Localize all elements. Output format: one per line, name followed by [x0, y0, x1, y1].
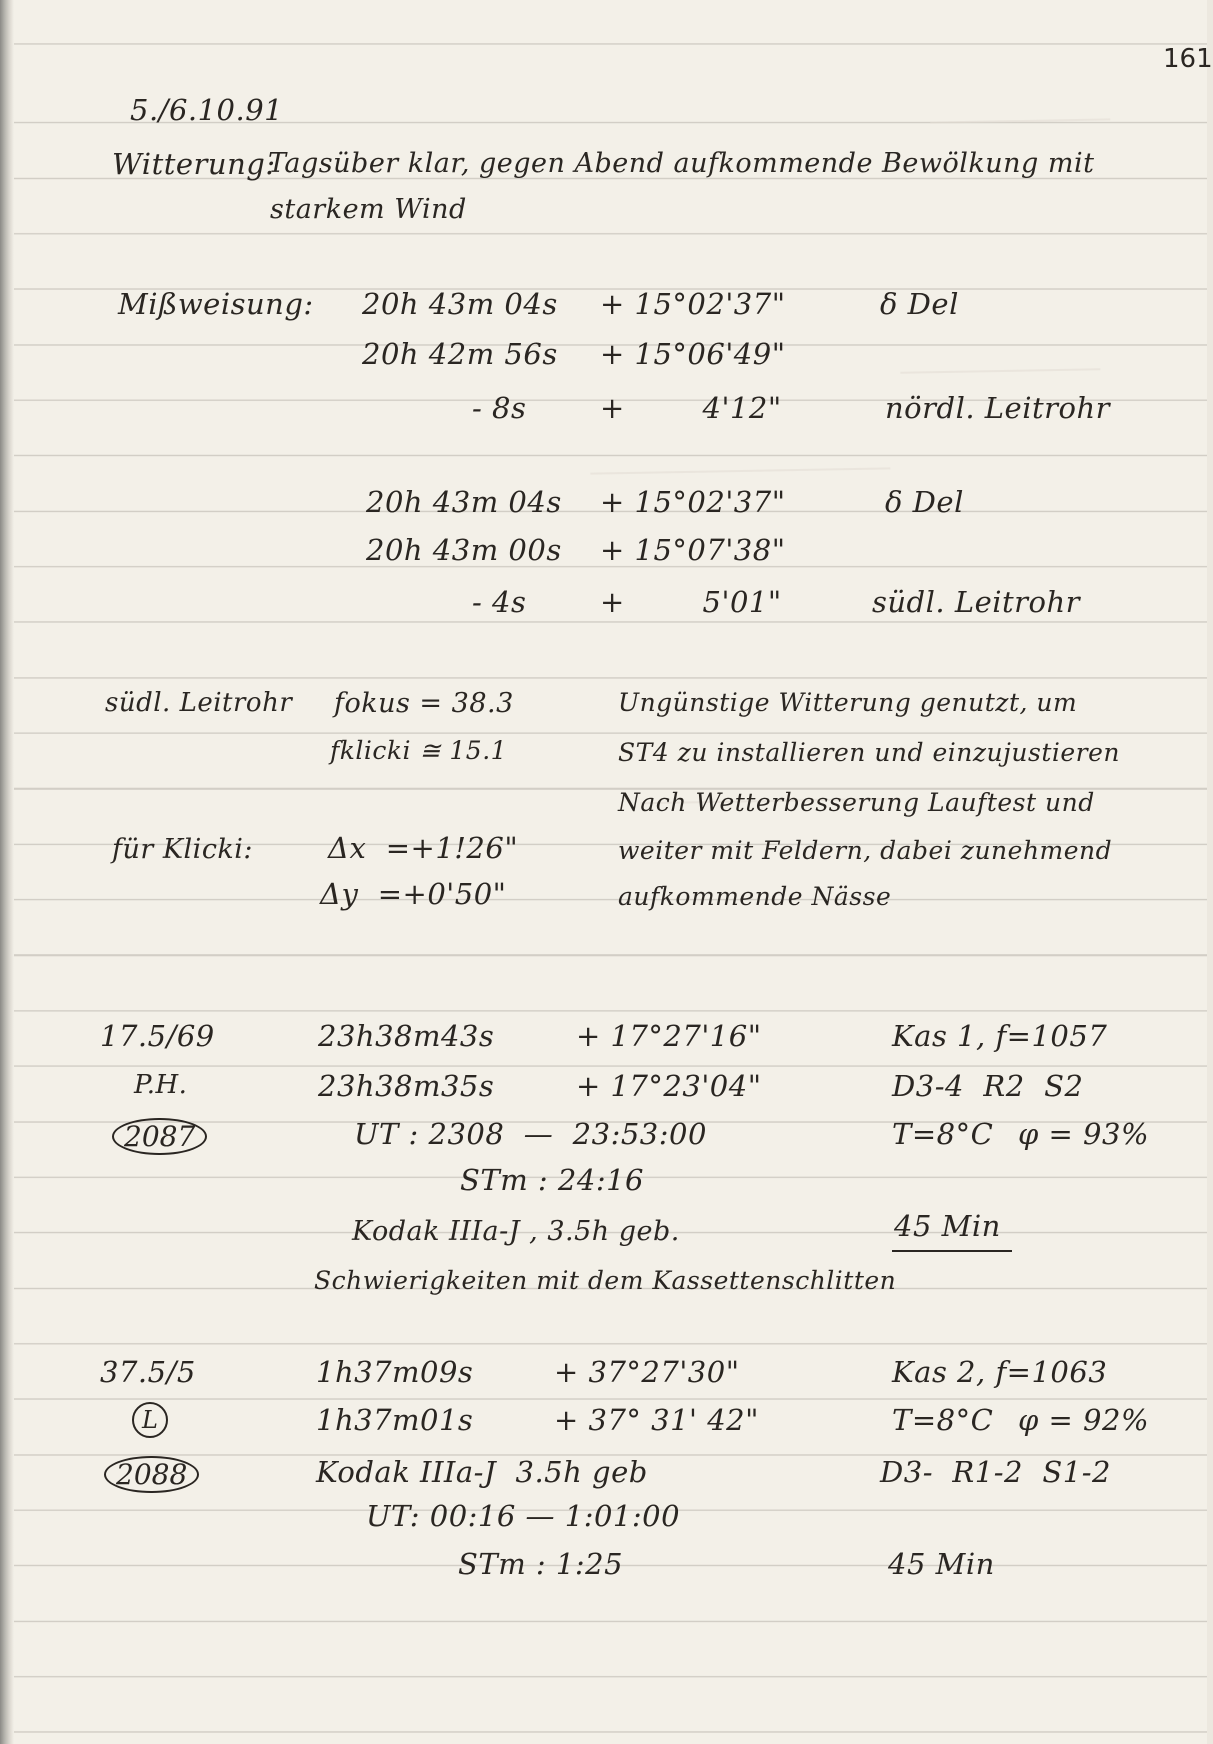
remark-line3: Nach Wetterbesserung Lauftest und — [618, 788, 1095, 817]
bleed-through-mark — [900, 328, 1101, 373]
remark-line1: Ungünstige Witterung genutzt, um — [618, 688, 1078, 717]
obs1-dec1: + 17°27'16" — [576, 1019, 762, 1053]
misweisung-dec: + 15°06'49" — [600, 337, 786, 371]
obs2-ra2: 1h37m01s — [316, 1403, 474, 1437]
obs2-exposure: 45 Min — [888, 1547, 995, 1581]
misweisung-dec: + 15°02'37" — [600, 287, 786, 321]
misweisung-note: südl. Leitrohr — [872, 585, 1081, 619]
obs2-temperature: T=8°C — [892, 1403, 994, 1437]
misweisung-dec: + 15°07'38" — [600, 533, 786, 567]
obs1-ra1: 23h38m43s — [318, 1019, 495, 1053]
obs2-ra1: 1h37m09s — [316, 1355, 474, 1389]
misweisung-diff-ra: - 8s — [472, 391, 527, 425]
obs1-comment: Schwierigkeiten mit dem Kassettenschlitten — [314, 1266, 897, 1295]
obs1-seeing: D3-4 R2 S2 — [892, 1069, 1084, 1103]
exposure-underline — [892, 1250, 1012, 1252]
misweisung-note: nördl. Leitrohr — [885, 391, 1110, 425]
obs2-dec1: + 37°27'30" — [554, 1355, 740, 1389]
weather-label: Witterung: — [112, 147, 276, 181]
obs1-object: P.H. — [134, 1070, 188, 1100]
obs1-cassette: Kas 1, f=1057 — [892, 1019, 1108, 1053]
obs2-dec2: + 37° 31' 42" — [554, 1403, 759, 1437]
klicki-label: für Klicki: — [112, 834, 254, 865]
misweisung-ra: 20h 43m 04s — [366, 485, 562, 519]
bleed-through-mark — [590, 427, 891, 474]
focus-value: fokus = 38.3 — [334, 688, 514, 719]
remark-line4: weiter mit Feldern, dabei zunehmend — [618, 836, 1113, 865]
weather-text-line1: Tagsüber klar, gegen Abend aufkommende Bewölkung mit — [268, 148, 1095, 179]
misweisung-note: δ Del — [885, 485, 964, 519]
obs1-ut: UT : 2308 — 23:53:00 — [354, 1117, 707, 1151]
klicki-focus-value: fklicki ≅ 15.1 — [330, 736, 508, 765]
obs2-object: L — [132, 1402, 168, 1438]
misweisung-note: δ Del — [880, 287, 959, 321]
entry-date: 5./6.10.91 — [130, 93, 284, 127]
obs1-plate-number: 2087 — [112, 1118, 207, 1155]
obs1-humidity: φ = 93% — [1018, 1117, 1149, 1151]
page-binding-edge — [0, 0, 14, 1744]
obs2-humidity: φ = 92% — [1018, 1403, 1149, 1437]
obs2-ut: UT: 00:16 — 1:01:00 — [366, 1499, 681, 1533]
obs2-plate-number: 2088 — [104, 1456, 199, 1493]
obs1-emulsion: Kodak IIIa-J , 3.5h geb. — [352, 1216, 680, 1247]
obs1-sidereal-time: STm : 24:16 — [460, 1163, 644, 1197]
misweisung-diff-ra: - 4s — [472, 585, 527, 619]
obs2-seeing: D3- R1-2 S1-2 — [880, 1455, 1111, 1489]
misweisung-ra: 20h 43m 04s — [362, 287, 558, 321]
obs2-field: 37.5/5 — [100, 1355, 196, 1389]
misweisung-ra: 20h 42m 56s — [362, 337, 558, 371]
page-number: 161 — [1163, 44, 1213, 74]
obs2-cassette: Kas 2, f=1063 — [892, 1355, 1108, 1389]
obs2-sidereal-time: STm : 1:25 — [458, 1547, 624, 1581]
obs1-ra2: 23h38m35s — [318, 1069, 495, 1103]
focus-section-label: südl. Leitrohr — [105, 688, 293, 718]
remark-line5: aufkommende Nässe — [618, 882, 892, 911]
misweisung-diff-dec: + 4'12" — [600, 391, 782, 425]
obs1-dec2: + 17°23'04" — [576, 1069, 762, 1103]
misweisung-dec: + 15°02'37" — [600, 485, 786, 519]
obs1-field: 17.5/69 — [100, 1019, 215, 1053]
klicki-dx: Δx =+1!26" — [328, 831, 519, 865]
misweisung-label: Mißweisung: — [118, 287, 314, 321]
obs1-temperature: T=8°C — [892, 1117, 994, 1151]
obs1-exposure: 45 Min — [894, 1209, 1001, 1243]
klicki-dy: Δy =+0'50" — [320, 877, 507, 911]
misweisung-ra: 20h 43m 00s — [366, 533, 562, 567]
weather-text-line2: starkem Wind — [270, 194, 467, 225]
obs2-emulsion: Kodak IIIa-J 3.5h geb — [316, 1455, 648, 1489]
remark-line2: ST4 zu installieren und einzujustieren — [618, 738, 1121, 767]
bleed-through-mark — [930, 88, 1111, 123]
misweisung-diff-dec: + 5'01" — [600, 585, 782, 619]
